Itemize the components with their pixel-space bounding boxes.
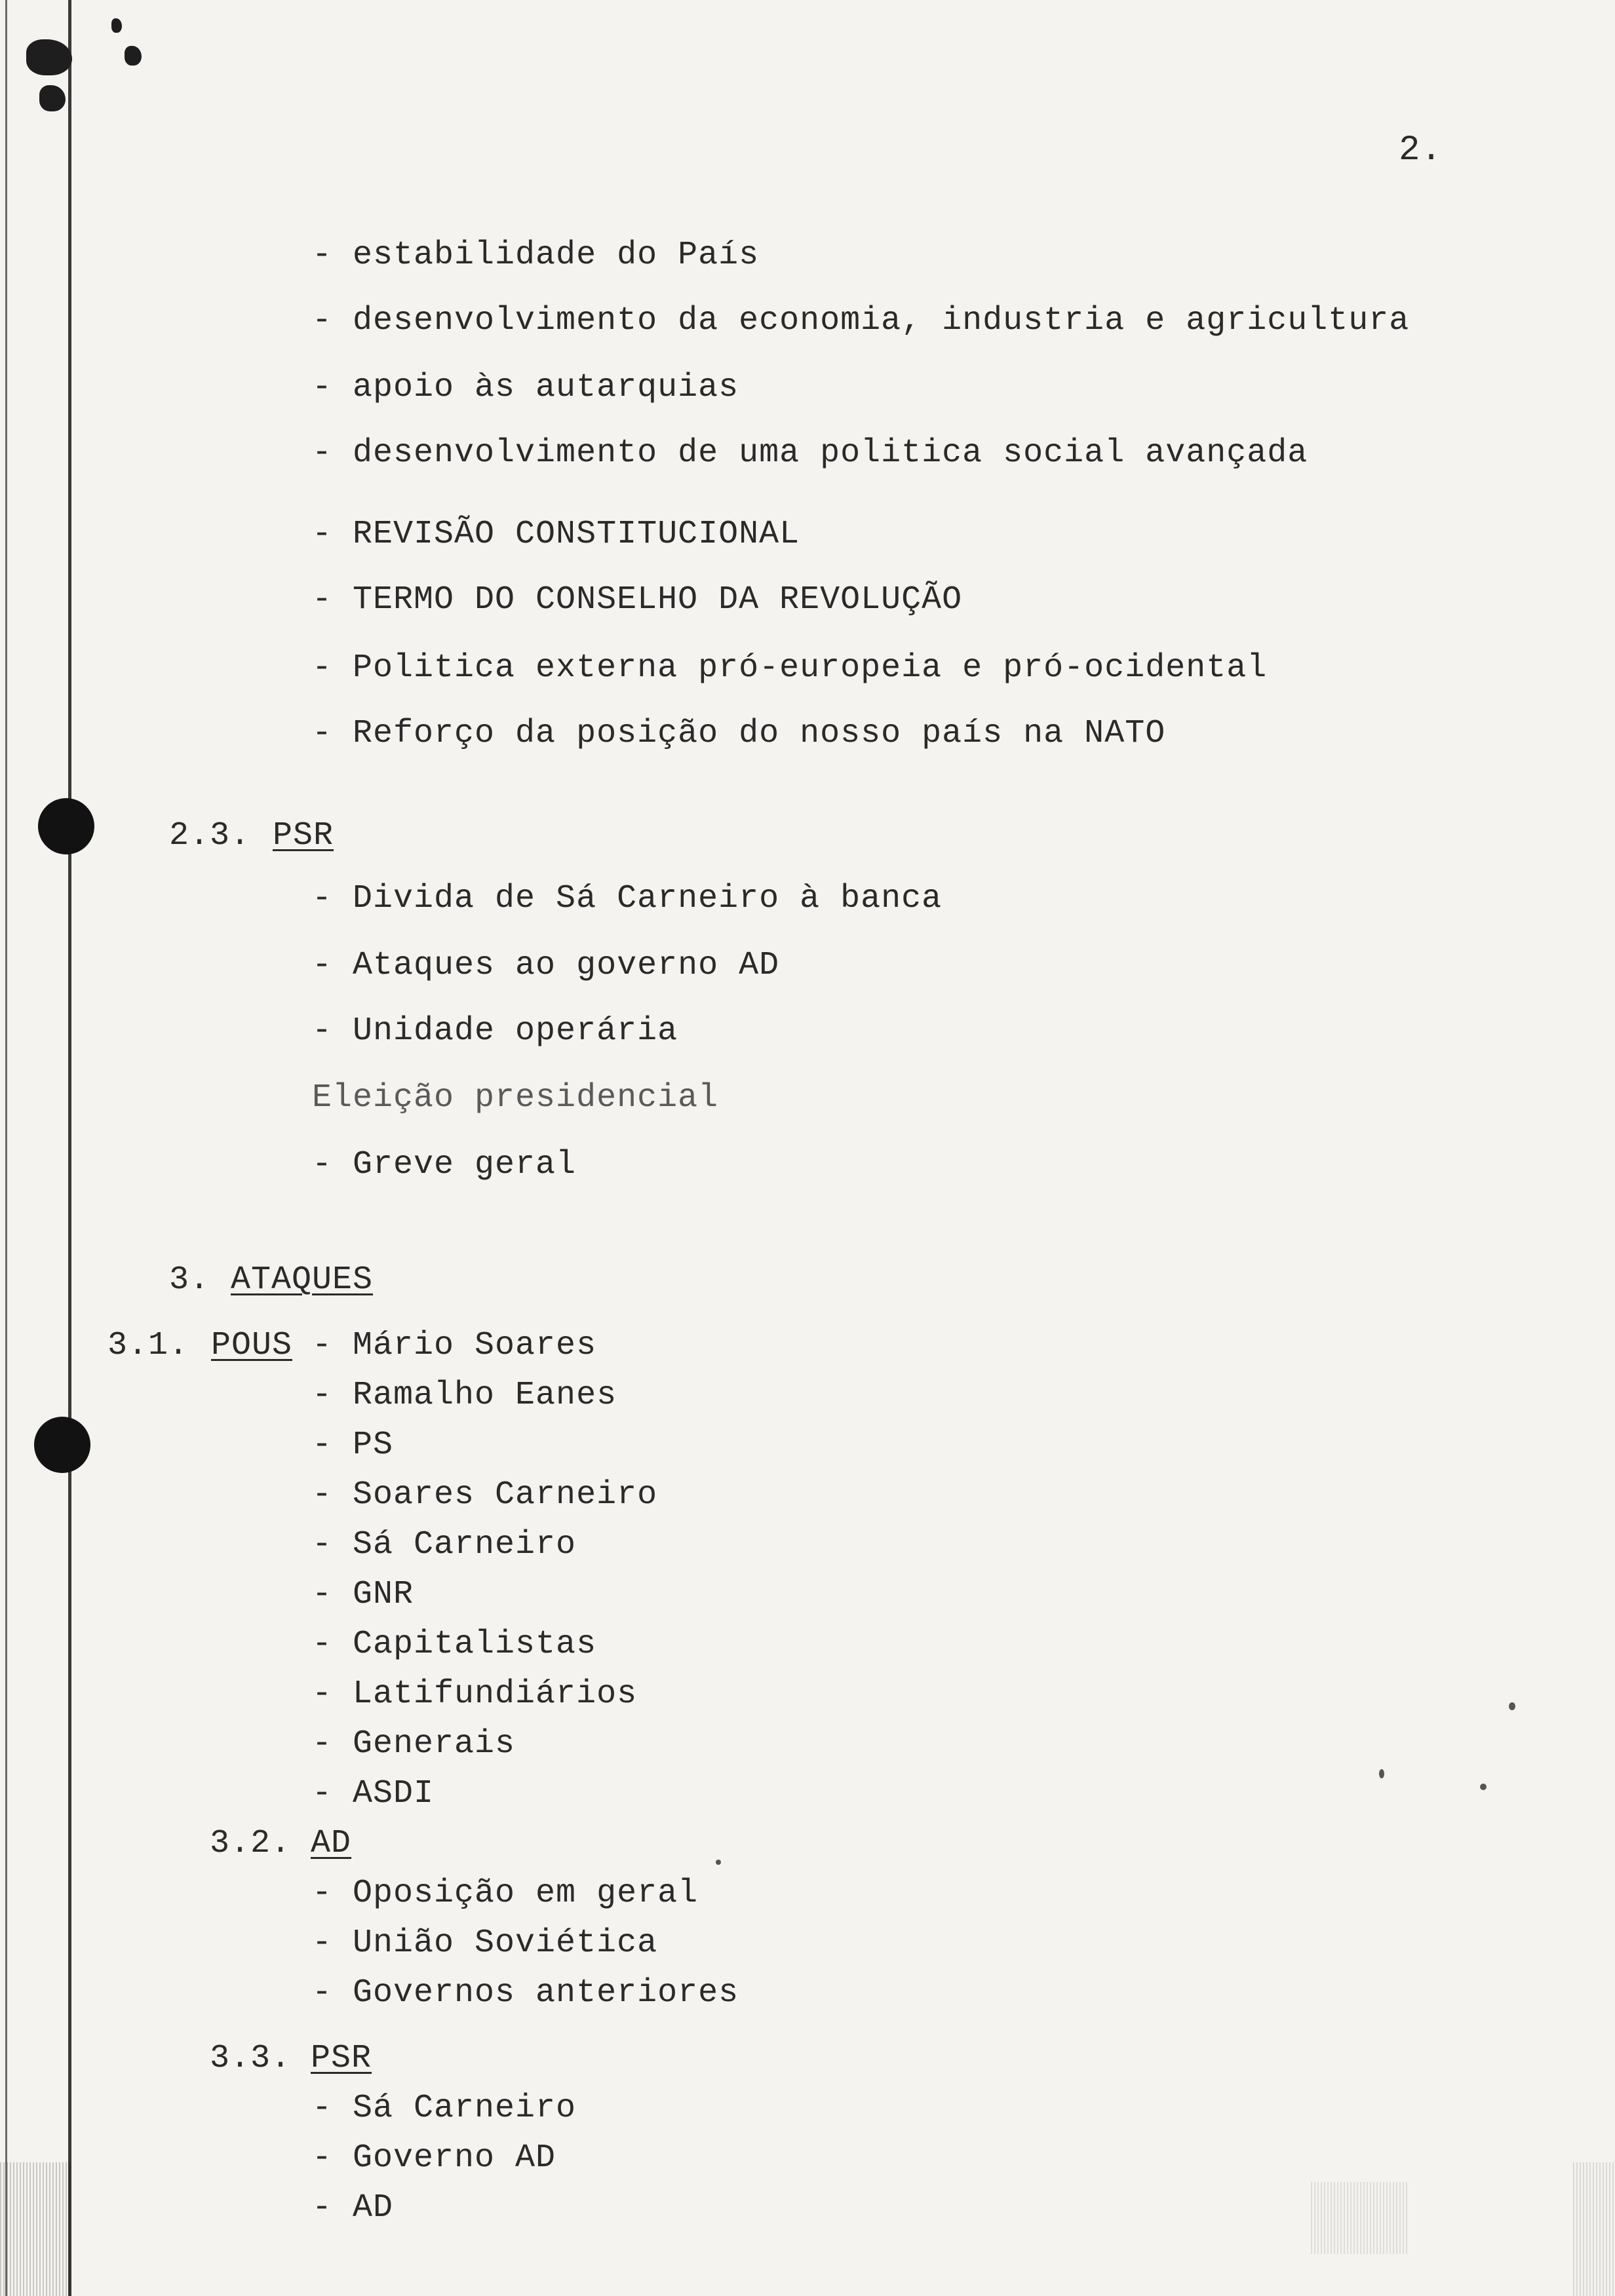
list-item: - Sá Carneiro (312, 1526, 577, 1563)
speck (1480, 1784, 1487, 1790)
ink-smudge (39, 85, 66, 111)
section-title: PSR (311, 2040, 372, 2077)
scan-noise (1311, 2182, 1409, 2254)
list-item: - Mário Soares (312, 1327, 597, 1364)
list-item: - Ataques ao governo AD (312, 947, 780, 984)
list-item: - Latifundiários (312, 1675, 638, 1713)
list-item: - PS (312, 1426, 394, 1464)
list-item: - desenvolvimento da economia, industria e agricultura (312, 302, 1410, 339)
speck (1379, 1769, 1384, 1778)
page-number: 2. (1399, 130, 1443, 170)
list-item: - GNR (312, 1576, 414, 1613)
list-item: - Generais (312, 1725, 516, 1763)
list-item: - Reforço da posição do nosso país na NATO (312, 715, 1166, 752)
punch-hole-bottom (34, 1417, 90, 1473)
list-item: Eleição presidencial (312, 1079, 719, 1117)
list-item: - Divida de Sá Carneiro à banca (312, 880, 943, 917)
speck (716, 1860, 721, 1865)
list-item: - REVISÃO CONSTITUCIONAL (312, 516, 800, 553)
section-number: 3. (169, 1261, 210, 1299)
list-item: - Greve geral (312, 1146, 577, 1183)
list-item: - AD (312, 2189, 394, 2227)
list-item: - Governo AD (312, 2139, 556, 2177)
section-number: 3.1. (107, 1327, 189, 1364)
list-item: - Sá Carneiro (312, 2090, 577, 2127)
section-title: AD (311, 1825, 352, 1862)
list-item: - Capitalistas (312, 1626, 597, 1663)
list-item: - Governos anteriores (312, 1974, 739, 2012)
section-title: ATAQUES (231, 1261, 374, 1299)
list-item: - Oposição em geral (312, 1875, 699, 1912)
punch-hole-top (38, 798, 94, 854)
list-item: - Unidade operária (312, 1012, 678, 1050)
list-item: - desenvolvimento de uma politica social avançada (312, 434, 1308, 472)
list-item: - ASDI (312, 1775, 435, 1812)
list-item: - Ramalho Eanes (312, 1377, 617, 1414)
section-number: 2.3. (169, 817, 251, 854)
binding-margin-line (68, 0, 71, 2296)
left-edge-shadow (5, 0, 7, 2296)
list-item: - estabilidade do País (312, 237, 760, 274)
scan-noise (1573, 2162, 1615, 2296)
list-item: - Politica externa pró-europeia e pró-ocidental (312, 649, 1268, 687)
list-item: - União Soviética (312, 1924, 658, 1962)
section-title: PSR (273, 817, 334, 854)
speck (1509, 1702, 1515, 1710)
list-item: - apoio às autarquias (312, 369, 739, 406)
list-item: - Soares Carneiro (312, 1476, 658, 1514)
section-number: 3.3. (210, 2040, 292, 2077)
ink-smudge (125, 46, 142, 66)
scan-noise (0, 2162, 72, 2296)
list-item: - TERMO DO CONSELHO DA REVOLUÇÃO (312, 581, 963, 619)
ink-smudge (111, 18, 122, 33)
section-number: 3.2. (210, 1825, 292, 1862)
ink-smudge (26, 39, 72, 75)
section-title: POUS (211, 1327, 293, 1364)
